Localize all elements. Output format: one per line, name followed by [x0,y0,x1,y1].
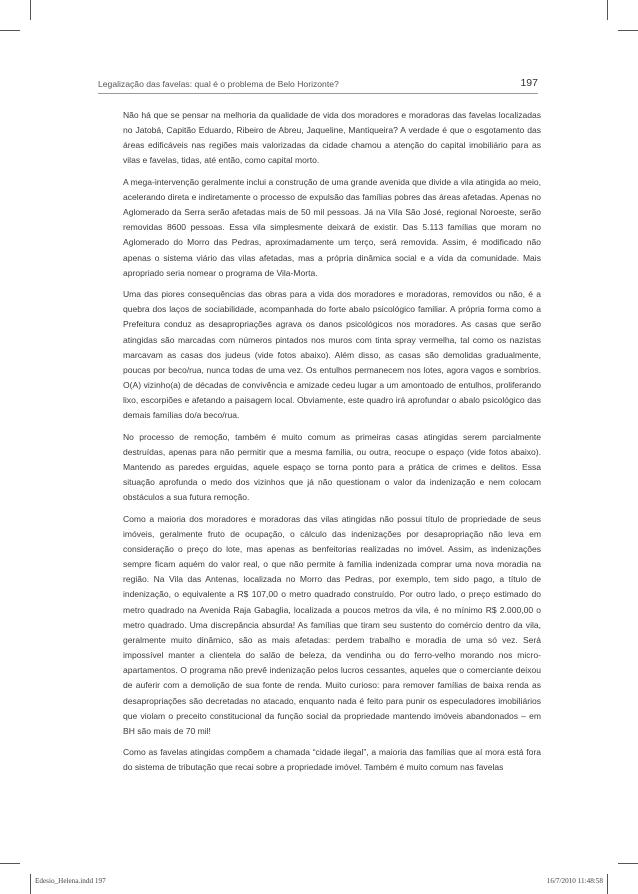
paragraph: No processo de remoção, também é muito comum as primeiras casas atingidas serem parcialmente destruídas, apenas para não permitir que a mesma família, ou outra, reocupe o espaço (vide fotos abaixo). Mantendo as paredes erguidas, aquele espaço se torna ponto para a prática de crimes e delitos. Essa situação aprofunda o medo dos vizinhos que já não questionam o valor da indenização e nem colocam obstáculos a sua futura remoção. [123,431,541,503]
running-title: Legalização das favelas: qual é o problema de Belo Horizonte? [98,79,339,89]
paragraph: Como a maioria dos moradores e moradoras das vilas atingidas não possui título de propriedade de seus imóveis, geralmente fruto de ocupação, o cálculo das indenizações por desapropriação não leva em consideração o preço do lote, mas apenas as benfeitorias realizadas no imóvel. Assim, as indenizações sempre ficam aquém do valor real, o que não permite à família indenizada comprar uma nova moradia na região. Na Vila das Antenas, localizada no Morro das Pedras, por exemplo, tem sido pago, a título de indenização, o equivalente a R$ 107,00 o metro quadrado construído. Por outro lado, o preço estimado do metro quadrado na Avenida Raja Gabaglia, localizada a poucos metros da vila, é no mínimo R$ 2.000,00 o metro quadrado. Uma discrepância absurda! As famílias que tiram seu sustento do comércio dentro da vila, geralmente muito dinâmico, são as mais afetadas: perdem trabalho e moradia de uma só vez. Será impossível manter a clientela do salão de beleza, da vendinha ou do ferro-velho morando nos micro-apartamentos. O programa não prevê indenização pelos lucros cessantes, aqueles que o comerciante deixou de auferir com a demolição de sua fonte de renda. Muito curioso: para remover famílias de baixa renda as desapropriações são decretadas no atacado, enquanto nada é feito para punir os especuladores imobiliários que violam o preceito constitucional da função social da propriedade mantendo imóveis abandonados – em BH são mais de 70 mil! [123,513,541,736]
page-number: 197 [520,77,538,89]
crop-mark [618,863,638,864]
paragraph: Como as favelas atingidas compõem a chamada “cidade ilegal”, a maioria das famílias que aí mora está fora do sistema de tributação que recai sobre a propriedade imóvel. Também é muito comum nas favelas [123,747,541,773]
paragraph: Não há que se pensar na melhoria da qualidade de vida dos moradores e moradoras das favelas localizadas no Jatobá, Capitão Eduardo, Ribeiro de Abreu, Jaqueline, Mantiqueira? A verdade é que o esgotamento das áreas edificáveis nas regiões mais valorizadas da cidade chamou a atenção do capital imobiliário para as vilas e favelas, tidas, até então, como capital morto. [123,110,541,166]
file-label: Edesio_Helena.indd 197 [35,877,106,885]
running-header [98,77,538,93]
crop-mark [618,30,638,31]
crop-mark [607,0,608,20]
crop-mark [0,30,20,31]
crop-mark [30,0,31,20]
paragraph: A mega-intervenção geralmente inclui a construção de uma grande avenida que divide a vila atingida ao meio, acelerando direta e indiretamente o processo de expulsão das famílias pobres das áreas afetadas. Apenas no Aglomerado da Serra serão afetadas mais de 50 mil pessoas. Já na Vila São José, regional Noroeste, serão removidas 8600 pessoas. Essa vila simplesmente deixará de existir. Das 5.113 famílias que moram no Aglomerado do Morro das Pedras, aproximadamente um terço, será removida. Assim, é modificado não apenas o sistema viário das vilas afetadas, mas a própria dinâmica social e a vida da comunidade. Mais apropriado seria nomear o programa de Vila-Morta. [123,176,541,278]
crop-mark [607,874,608,894]
print-timestamp: 16/7/2010 11:48:58 [546,877,603,885]
header-rule [98,93,538,94]
crop-mark [30,874,31,894]
crop-mark [0,863,20,864]
paragraph: Uma das piores consequências das obras para a vida dos moradores e moradoras, removidos ou não, é a quebra dos laços de sociabilidade, acompanhada do forte abalo psicológico familiar. A própria forma como a Prefeitura conduz as desapropriações agrava os danos psicológicos nos moradores. As casas que serão atingidas são marcadas com números pintados nos muros com tinta spray vermelha, tal como os nazistas marcavam as casas dos judeus (vide fotos abaixo). Além disso, as casas são demolidas gradualmente, poucas por beco/rua, nunca todas de uma vez. Os entulhos permanecem nos lotes, agora vagos e sombrios. O(A) vizinho(a) de décadas de convivência e amizade cedeu lugar a um amontoado de entulhos, proliferando lixo, escorpiões e afetando a paisagem local. Obviamente, este quadro irá aprofundar o abalo psicológico das demais famílias do/a beco/rua. [123,289,541,421]
body-text [123,108,541,782]
